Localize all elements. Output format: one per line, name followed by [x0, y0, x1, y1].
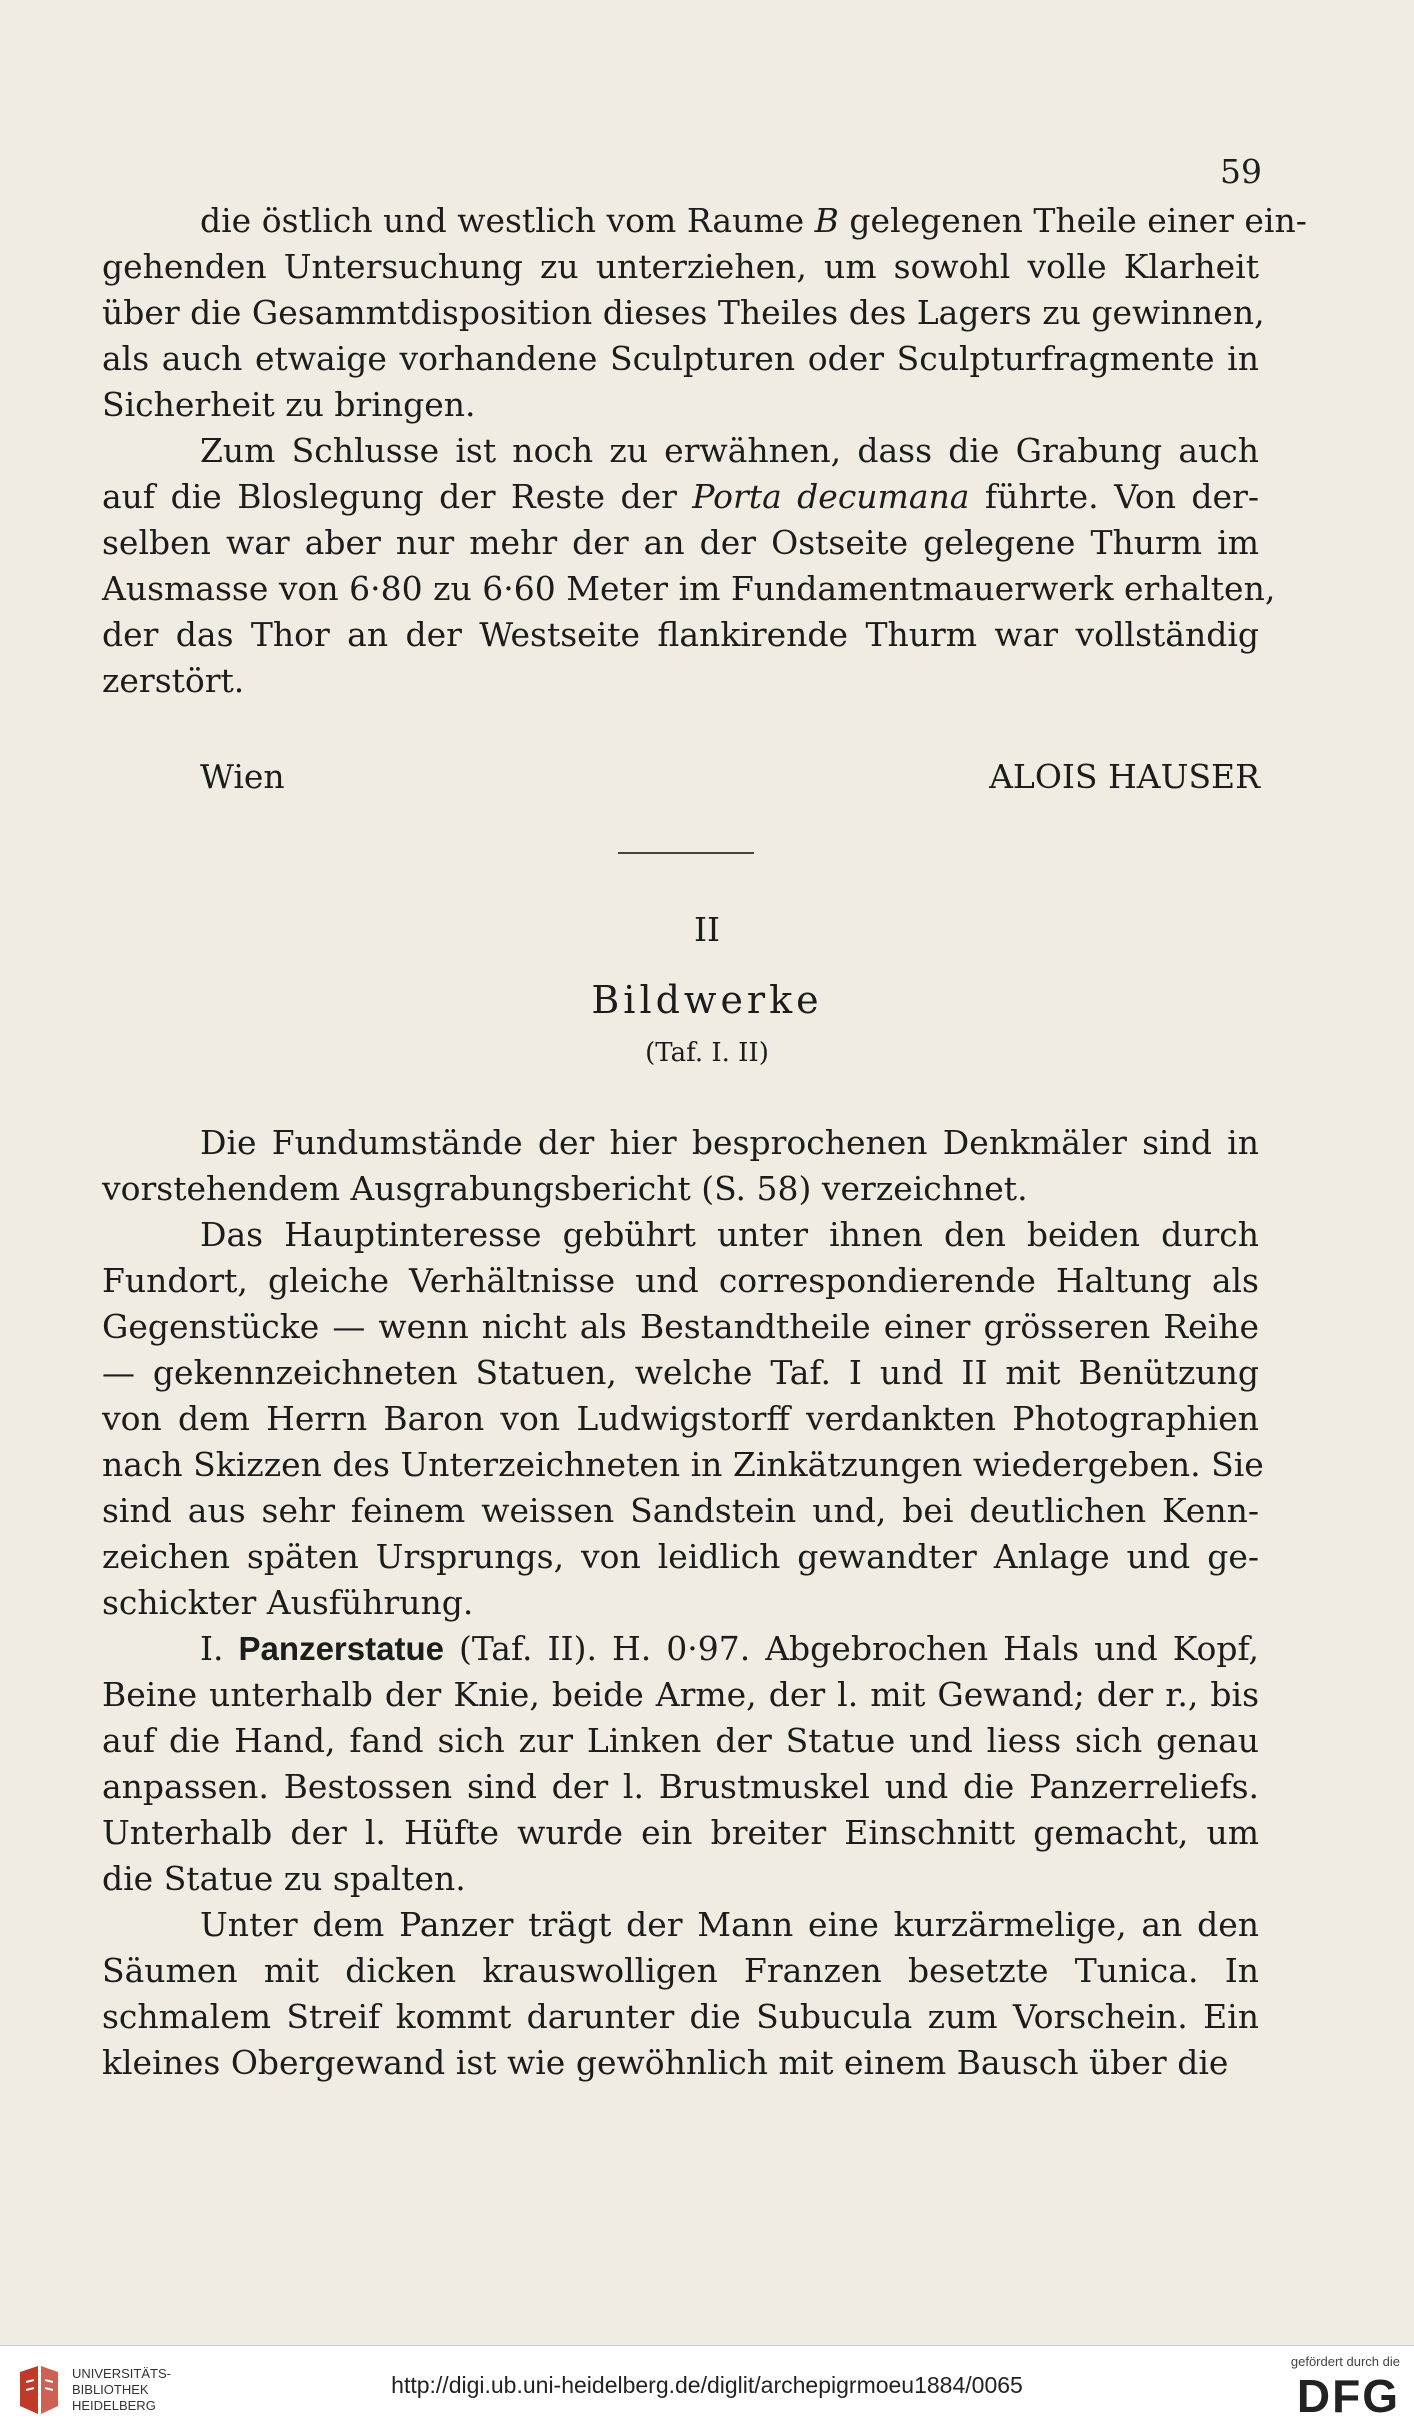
- text-run: sind aus sehr feinem weissen Sandstein und, bei deutlichen Kenn-: [102, 1491, 1259, 1530]
- text-run: der das Thor an der Westseite flankirende Thurm war vollständig: [102, 615, 1259, 654]
- text-block-top: [102, 198, 1307, 704]
- text-line: [102, 2040, 1259, 2086]
- text-line: [102, 1626, 1259, 1672]
- text-line: [102, 1212, 1259, 1258]
- text-run: gelegenen Theile einer ein-: [838, 201, 1307, 240]
- text-run: auf die Bloslegung der Reste der: [102, 477, 693, 516]
- text-line: [102, 1948, 1259, 1994]
- text-run: die Statue zu spalten.: [102, 1859, 466, 1898]
- signature-author: ALOIS HAUSER: [989, 757, 1260, 796]
- text-line: [102, 1580, 1259, 1626]
- text-line: [102, 474, 1259, 520]
- text-run: führte. Von der-: [969, 477, 1259, 516]
- text-line: [102, 382, 1259, 428]
- text-run: nach Skizzen des Unterzeichneten in Zinkätzungen wiedergeben. Sie: [102, 1445, 1264, 1484]
- text-run: Zum Schlusse ist noch zu erwähnen, dass die Grabung auch: [200, 431, 1259, 470]
- text-line: [102, 428, 1259, 474]
- text-run: Die Fundumstände der hier besprochenen Denkmäler sind in: [200, 1123, 1259, 1162]
- entry-heading: Panzerstatue: [238, 1630, 444, 1667]
- text-run: zeichen späten Ursprungs, von leidlich gewandter Anlage und ge-: [102, 1537, 1259, 1576]
- text-run: Säumen mit dicken krauswolligen Franzen besetzte Tunica. In: [102, 1951, 1259, 1990]
- text-block-bottom: [102, 1120, 1264, 2086]
- text-line: [102, 1488, 1259, 1534]
- signature-place: Wien: [200, 757, 285, 796]
- text-run: vorstehendem Ausgrabungsbericht (S. 58) verzeichnet.: [102, 1169, 1028, 1208]
- text-line: [102, 566, 1276, 612]
- text-line: [102, 658, 1259, 704]
- text-line: [102, 1856, 1259, 1902]
- text-run: anpassen. Bestossen sind der l. Brustmuskel und die Panzerreliefs.: [102, 1767, 1259, 1806]
- text-run: I.: [200, 1629, 239, 1668]
- text-line: [102, 336, 1259, 382]
- section-number: II: [693, 910, 721, 949]
- library-line: BIBLIOTHEK: [72, 2382, 149, 2397]
- text-run: selben war aber nur mehr der an der Ostseite gelegene Thurm im: [102, 523, 1259, 562]
- text-run: über die Gesammtdisposition dieses Theiles des Lagers zu gewinnen,: [102, 293, 1265, 332]
- footer-bar: [0, 2345, 1414, 2434]
- text-line: [102, 1902, 1259, 1948]
- text-line: [102, 1396, 1259, 1442]
- section-divider: [618, 852, 754, 854]
- section-reference: (Taf. I. II): [645, 1038, 769, 1068]
- text-line: [102, 1994, 1259, 2040]
- text-run: als auch etwaige vorhandene Sculpturen oder Sculpturfragmente in: [102, 339, 1259, 378]
- text-run: zerstört.: [102, 661, 245, 700]
- text-run: Sicherheit zu bringen.: [102, 385, 476, 424]
- library-line: HEIDELBERG: [72, 2398, 156, 2413]
- text-run: gehenden Untersuchung zu unterziehen, um sowohl volle Klarheit: [102, 247, 1259, 286]
- text-run: Ausmasse von 6·80 zu 6·60 Meter im Fundamentmauerwerk erhalten,: [102, 569, 1276, 608]
- section-title: Bildwerke: [591, 978, 823, 1022]
- dfg-logo: DFG: [1296, 2370, 1400, 2422]
- text-line: [102, 1258, 1259, 1304]
- text-run: schmalem Streif kommt darunter die Subucula zum Vorschein. Ein: [102, 1997, 1259, 2036]
- page-number: 59: [1220, 152, 1262, 191]
- text-run: die östlich und westlich vom Raume: [200, 201, 815, 240]
- text-line: [102, 290, 1265, 336]
- text-run: Unterhalb der l. Hüfte wurde ein breiter Einschnitt gemacht, um: [102, 1813, 1259, 1852]
- text-run: von dem Herrn Baron von Ludwigstorff verdankten Photographien: [102, 1399, 1259, 1438]
- text-run: kleines Obergewand ist wie gewöhnlich mit einem Bausch über die: [102, 2043, 1229, 2082]
- text-run: Unter dem Panzer trägt der Mann eine kurzärmelige, an den: [200, 1905, 1259, 1944]
- italic-term: B: [814, 201, 839, 240]
- text-line: [102, 198, 1307, 244]
- text-line: [102, 612, 1259, 658]
- text-line: [102, 244, 1259, 290]
- text-run: schickter Ausführung.: [102, 1583, 474, 1622]
- text-run: Fundort, gleiche Verhältnisse und correspondierende Haltung als: [102, 1261, 1259, 1300]
- text-line: [102, 1304, 1259, 1350]
- italic-term: Porta decumana: [692, 477, 970, 516]
- funded-label: gefördert durch die: [1290, 2354, 1400, 2369]
- text-run: Gegenstücke — wenn nicht als Bestandtheile einer grösseren Reihe: [102, 1307, 1259, 1346]
- signature-line: [200, 757, 1260, 796]
- text-line: [102, 1764, 1259, 1810]
- text-line: [102, 1442, 1264, 1488]
- text-run: Beine unterhalb der Knie, beide Arme, der l. mit Gewand; der r., bis: [102, 1675, 1259, 1714]
- text-run: (Taf. II). H. 0·97. Abgebrochen Hals und Kopf,: [443, 1629, 1260, 1668]
- text-line: [102, 1810, 1259, 1856]
- library-line: UNIVERSITÄTS-: [72, 2366, 171, 2381]
- text-run: auf die Hand, fand sich zur Linken der Statue und liess sich genau: [102, 1721, 1259, 1760]
- text-line: [102, 1120, 1259, 1166]
- text-line: [102, 1166, 1259, 1212]
- text-line: [102, 1350, 1259, 1396]
- text-run: Das Hauptinteresse gebührt unter ihnen den beiden durch: [200, 1215, 1259, 1254]
- text-line: [102, 1718, 1259, 1764]
- funder-badge[interactable]: [1291, 2354, 1400, 2423]
- text-line: [102, 1672, 1259, 1718]
- text-run: — gekennzeichneten Statuen, welche Taf. I und II mit Benützung: [102, 1353, 1259, 1392]
- source-url-link[interactable]: http://digi.ub.uni-heidelberg.de/diglit/archepigrmoeu1884/0065: [391, 2372, 1023, 2398]
- text-line: [102, 520, 1259, 566]
- text-line: [102, 1534, 1259, 1580]
